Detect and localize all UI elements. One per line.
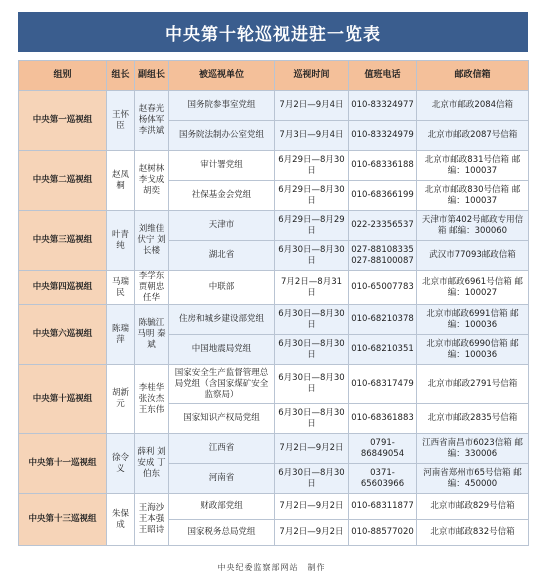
phone-cell: 010-88577020 xyxy=(349,520,417,546)
time-cell: 6月29日—8月29日 xyxy=(275,211,349,241)
group-name: 中央第一巡视组 xyxy=(19,91,107,151)
time-cell: 7月2日—9月2日 xyxy=(275,434,349,464)
unit-cell: 社保基金会党组 xyxy=(169,181,275,211)
mail-cell: 北京市邮政2835号信箱 xyxy=(417,404,529,434)
phone-cell: 010-68311877 xyxy=(349,494,417,520)
mail-cell: 武汉市77093邮政信箱 xyxy=(417,241,529,271)
unit-cell: 审计署党组 xyxy=(169,151,275,181)
phone-cell: 027-88108335 027-88100087 xyxy=(349,241,417,271)
phone-cell: 0791-86849054 xyxy=(349,434,417,464)
group-deputy: 李学东 贾朝忠 任华 xyxy=(135,271,169,305)
time-cell: 6月30日—8月30日 xyxy=(275,335,349,365)
unit-cell: 财政部党组 xyxy=(169,494,275,520)
unit-cell: 国家安全生产监督管理总局党组（含国家煤矿安全监察局） xyxy=(169,365,275,404)
unit-cell: 国家税务总局党组 xyxy=(169,520,275,546)
phone-cell: 010-68366199 xyxy=(349,181,417,211)
unit-cell: 国务院参事室党组 xyxy=(169,91,275,121)
mail-cell: 北京市邮政6990信箱 邮编：100036 xyxy=(417,335,529,365)
mail-cell: 河南省郑州市65号信箱 邮编：450000 xyxy=(417,464,529,494)
group-deputy: 赵春光 杨体军 李洪斌 xyxy=(135,91,169,151)
phone-cell: 010-68336188 xyxy=(349,151,417,181)
table-row xyxy=(19,91,529,121)
unit-cell: 中国地震局党组 xyxy=(169,335,275,365)
phone-cell: 010-68210378 xyxy=(349,305,417,335)
unit-cell: 住房和城乡建设部党组 xyxy=(169,305,275,335)
table-row xyxy=(19,365,529,404)
unit-cell: 中联部 xyxy=(169,271,275,305)
time-cell: 7月2日—9月2日 xyxy=(275,520,349,546)
page-title: 中央第十轮巡视进驻一览表 xyxy=(18,12,528,52)
phone-cell: 010-65007783 xyxy=(349,271,417,305)
header-phone: 值班电话 xyxy=(349,61,417,91)
mail-cell: 北京市邮政2791号信箱 xyxy=(417,365,529,404)
group-deputy: 薛利 刘安成 丁伯东 xyxy=(135,434,169,494)
header-unit: 被巡视单位 xyxy=(169,61,275,91)
table-row xyxy=(19,305,529,335)
time-cell: 6月30日—8月30日 xyxy=(275,404,349,434)
group-leader: 赵凤桐 xyxy=(107,151,135,211)
phone-cell: 010-68317479 xyxy=(349,365,417,404)
table-header-row xyxy=(19,61,529,91)
header-leader: 组长 xyxy=(107,61,135,91)
unit-cell: 江西省 xyxy=(169,434,275,464)
footer-credit: 中央纪委监察部网站 制作 xyxy=(217,563,326,572)
group-leader: 王怀臣 xyxy=(107,91,135,151)
header-deputy: 副组长 xyxy=(135,61,169,91)
mail-cell: 北京市邮政832号信箱 xyxy=(417,520,529,546)
phone-cell: 010-83324979 xyxy=(349,121,417,151)
inspection-table xyxy=(18,60,529,546)
time-cell: 6月30日—8月30日 xyxy=(275,365,349,404)
unit-cell: 国家知识产权局党组 xyxy=(169,404,275,434)
group-name: 中央第三巡视组 xyxy=(19,211,107,271)
phone-cell: 010-68361883 xyxy=(349,404,417,434)
group-deputy: 李桂华 张汝杰 王东伟 xyxy=(135,365,169,434)
mail-cell: 北京市邮政6961号信箱 邮编：100027 xyxy=(417,271,529,305)
time-cell: 7月2日—9月4日 xyxy=(275,91,349,121)
group-deputy: 赵树林 李戈成 胡奕 xyxy=(135,151,169,211)
table-row xyxy=(19,271,529,305)
unit-cell: 天津市 xyxy=(169,211,275,241)
time-cell: 6月30日—8月30日 xyxy=(275,305,349,335)
mail-cell: 北京市邮政6991信箱 邮编：100036 xyxy=(417,305,529,335)
header-group: 组别 xyxy=(19,61,107,91)
group-name: 中央第六巡视组 xyxy=(19,305,107,365)
group-name: 中央第十一巡视组 xyxy=(19,434,107,494)
group-leader: 马瑞民 xyxy=(107,271,135,305)
mail-cell: 北京市邮政2087号信箱 xyxy=(417,121,529,151)
header-mail: 邮政信箱 xyxy=(417,61,529,91)
mail-cell: 北京市邮政829号信箱 xyxy=(417,494,529,520)
mail-cell: 北京市邮政2084信箱 xyxy=(417,91,529,121)
header-time: 巡视时间 xyxy=(275,61,349,91)
group-leader: 胡新元 xyxy=(107,365,135,434)
group-name: 中央第十巡视组 xyxy=(19,365,107,434)
table-row xyxy=(19,151,529,181)
time-cell: 7月3日—9月4日 xyxy=(275,121,349,151)
phone-cell: 0371-65603966 xyxy=(349,464,417,494)
unit-cell: 湖北省 xyxy=(169,241,275,271)
group-name: 中央第十三巡视组 xyxy=(19,494,107,546)
group-leader: 叶青纯 xyxy=(107,211,135,271)
group-deputy: 陈毓江 马明 秦斌 xyxy=(135,305,169,365)
table-row xyxy=(19,434,529,464)
mail-cell: 江西省南昌市6023信箱 邮编：330006 xyxy=(417,434,529,464)
time-cell: 6月30日—8月30日 xyxy=(275,464,349,494)
phone-cell: 010-83324977 xyxy=(349,91,417,121)
unit-cell: 河南省 xyxy=(169,464,275,494)
group-name: 中央第四巡视组 xyxy=(19,271,107,305)
time-cell: 6月30日—8月30日 xyxy=(275,241,349,271)
mail-cell: 天津市第402号邮政专用信箱 邮编：300060 xyxy=(417,211,529,241)
time-cell: 7月2日—9月2日 xyxy=(275,494,349,520)
group-name: 中央第二巡视组 xyxy=(19,151,107,211)
time-cell: 6月29日—8月30日 xyxy=(275,151,349,181)
table-row xyxy=(19,494,529,520)
mail-cell: 北京市邮政831号信箱 邮编：100037 xyxy=(417,151,529,181)
group-leader: 徐令义 xyxy=(107,434,135,494)
group-deputy: 刘维佳 伏宁 刘长楼 xyxy=(135,211,169,271)
group-leader: 朱保成 xyxy=(107,494,135,546)
phone-cell: 010-68210351 xyxy=(349,335,417,365)
table-row xyxy=(19,211,529,241)
group-leader: 陈瑞萍 xyxy=(107,305,135,365)
phone-cell: 022-23356537 xyxy=(349,211,417,241)
unit-cell: 国务院法制办公室党组 xyxy=(169,121,275,151)
group-deputy: 王海沙 王本强 王昭诗 xyxy=(135,494,169,546)
time-cell: 6月29日—8月30日 xyxy=(275,181,349,211)
mail-cell: 北京市邮政830号信箱 邮编：100037 xyxy=(417,181,529,211)
time-cell: 7月2日—8月31日 xyxy=(275,271,349,305)
